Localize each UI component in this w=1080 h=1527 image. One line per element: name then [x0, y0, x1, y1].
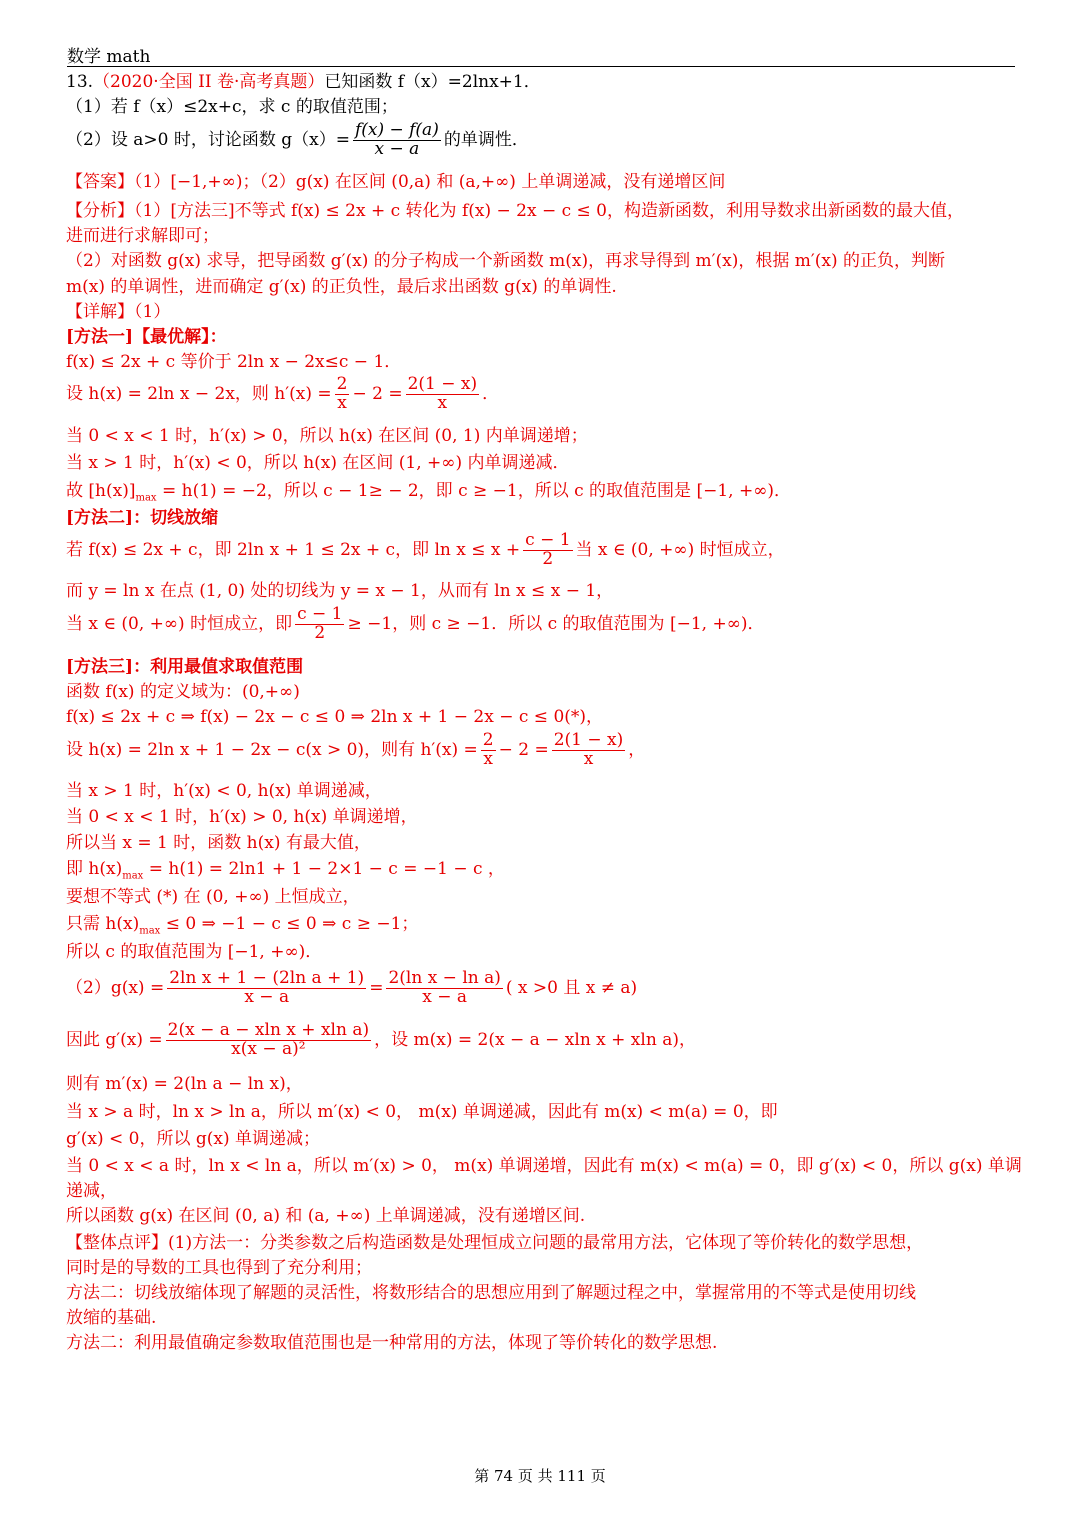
method-3-line-4: 当 x > 1 时，h′(x) < 0, h(x) 单调递减，	[66, 781, 382, 801]
method-3-line-7: 即 $h(x)_{max} = h(1) = 2\ln 1 + 1 - 2\times 1 - c = -1 - c$ ，	[66, 859, 505, 882]
fraction: $\frac{\text{2ln x + 1 − (2ln a + 1)}}{x - a}$	[169, 968, 365, 1007]
method-3-line-5: 当 0 < x < 1 时，h′(x) > 0, h(x) 单调递增，	[66, 807, 418, 827]
method-3-title: [方法三]：利用最值求取值范围	[66, 657, 304, 677]
part-2-line-1: （2）g(x) = $\frac{\text{2ln x + 1 − (2ln a + 1)}}{x - a}$ = $\frac{\text{2(ln x − ln a)}}{x - a}$ ( x >0 且 x ≠ a)	[66, 968, 638, 1007]
review-line-5: 方法二：利用最值确定参数取值范围也是一种常用的方法，体现了等价转化的数学思想.	[66, 1333, 718, 1353]
review-tag: 【整体点评】	[66, 1233, 168, 1253]
analysis-tag: 【分析】	[66, 201, 134, 221]
method-1-line-4: 当 x > 1 时，h′(x) < 0，所以 h(x) 在区间 (1, +∞) 内单调递减．	[66, 453, 570, 473]
method-3-line-10: 所以 c 的取值范围为 [−1, +∞)．	[66, 942, 323, 962]
review-line-1: 【整体点评】(1)方法一：分类参数之后构造函数是处理恒成立问题的最常用方法，它体现了等价转化的数学思想，	[66, 1233, 924, 1253]
detail-tag: 【详解】（1）	[66, 302, 171, 322]
analysis-line-3: （2）对函数 g(x) 求导，把导函数 g′(x) 的分子构成一个新函数 m(x)，再求导得到 m′(x)，根据 m′(x) 的正负，判断	[66, 251, 946, 271]
part-2-line-3: 则有 m′(x) = 2(ln a − ln x)，	[66, 1074, 303, 1094]
method-3-line-8: 要想不等式 (*) 在 (0, +∞) 上恒成立，	[66, 887, 360, 907]
method-3-line-9: 只需 $h(x)_{max} \le 0$ ⇒ −1 − c ≤ 0 ⇒ c ≥ −1；	[66, 914, 419, 937]
method-1-line-1: f(x) ≤ 2x + c 等价于 2ln x − 2x≤c − 1．	[66, 352, 402, 372]
fraction: $\frac{c - 1}{2}$	[525, 530, 571, 569]
method-3-line-3: 设 h(x) = 2ln x + 1 − 2x − c(x > 0)，则有 h′(x) = $\frac{2}{x}$ − 2 = $\frac{2(1 - x)}{x}$ ，	[66, 730, 646, 769]
part-2-line-2: 因此 g′(x) = $\frac{\text{2(x − a − xln x + xln a)}}{\text{x(x − a)²}}$ ，设 m(x) = 2(x − a − xln x + xln a)，	[66, 1020, 696, 1059]
method-2-line-2: 而 y = ln x 在点 (1, 0) 处的切线为 y = x − 1，从而有 ln x ≤ x − 1，	[66, 581, 614, 601]
question-1: （1）若 f（x）≤2x+c，求 c 的取值范围；	[66, 97, 398, 117]
part-2-line-8: 所以函数 g(x) 在区间 (0, a) 和 (a, +∞) 上单调递减，没有递增区间.	[66, 1206, 586, 1226]
review-line-2: 同时是的导数的工具也得到了充分利用；	[66, 1258, 372, 1278]
fraction: $\frac{2(1 - x)}{x}$	[553, 730, 624, 769]
method-3-line-2: f(x) ≤ 2x + c ⇒ f(x) − 2x − c ≤ 0 ⇒ 2ln x + 1 − 2x − c ≤ 0(*)，	[66, 707, 604, 727]
question-2-fraction: $\frac{f(x) - f(a)}{x - a}$	[354, 120, 439, 159]
method-2-title: [方法二]：切线放缩	[66, 508, 219, 528]
method-2-line-1: 若 f(x) ≤ 2x + c，即 2ln x + 1 ≤ 2x + c，即 ln x ≤ x + $\frac{c - 1}{2}$ 当 x ∈ (0, +∞) 时恒成立，	[66, 530, 785, 569]
fraction: $\frac{2}{x}$	[336, 374, 348, 413]
problem-text: 已知函数 f（x）=2lnx+1．	[324, 72, 541, 92]
method-3-line-1: 函数 f(x) 的定义域为：(0,+∞)	[66, 682, 300, 702]
method-2-line-3: 当 x ∈ (0, +∞) 时恒成立，即 $\frac{c - 1}{2}$ ≥ −1，则 c ≥ −1．所以 c 的取值范围为 [−1, +∞)．	[66, 604, 765, 643]
question-2: （2）设 a>0 时，讨论函数 g（x）= $\frac{f(x) - f(a)}{x - a}$ 的单调性．	[66, 120, 529, 159]
answer-text: （1）[−1,+∞)；（2）g(x) 在区间 (0,a) 和 (a,+∞) 上单调递减，没有递增区间	[134, 172, 726, 192]
page-footer: 第 74 页 共 111 页	[474, 1467, 606, 1485]
review-line-3: 方法二：切线放缩体现了解题的灵活性，将数形结合的思想应用到了解题过程之中，掌握常用的不等式是使用切线	[66, 1283, 916, 1303]
method-3-line-6: 所以当 x = 1 时，函数 h(x) 有最大值，	[66, 833, 371, 853]
part-2-line-6: 当 0 < x < a 时，ln x < ln a，所以 m′(x) > 0， m(x) 单调递增，因此有 m(x) < m(a) = 0，即 g′(x) < 0，所以 g(x) 单调	[66, 1156, 1022, 1176]
part-2-line-4: 当 x > a 时，ln x > ln a，所以 m′(x) < 0， m(x) 单调递减，因此有 m(x) < m(a) = 0，即	[66, 1102, 778, 1122]
answer-tag: 【答案】	[66, 172, 134, 192]
problem-source: （2020·全国 II 卷·高考真题）	[93, 72, 325, 92]
fraction: $\frac{2(1 - x)}{x}$	[407, 374, 478, 413]
method-1-title: [方法一]【最优解】：	[66, 327, 227, 347]
review-line-4: 放缩的基础.	[66, 1308, 157, 1328]
problem-number: 13.	[66, 72, 94, 92]
method-1-line-5: 故 $[h(x)]_{max} = h(1) = -2$，所以 c − 1≥ − 2，即 c ≥ −1，所以 c 的取值范围是 [−1, +∞)．	[66, 481, 791, 504]
fraction: $\frac{\text{2(x − a − xln x + xln a)}}{\text{x(x − a)²}}$	[167, 1020, 370, 1059]
part-2-line-7: 递减，	[66, 1181, 117, 1201]
part-2-line-5: g′(x) < 0，所以 g(x) 单调递减；	[66, 1129, 321, 1149]
analysis-line-2: 进而进行求解即可；	[66, 226, 219, 246]
method-1-line-3: 当 0 < x < 1 时，h′(x) > 0，所以 h(x) 在区间 (0, 1) 内单调递增；	[66, 426, 588, 446]
analysis-line-1: 【分析】（1）[方法三]不等式 f(x) ≤ 2x + c 转化为 f(x) − 2x − c ≤ 0，构造新函数，利用导数求出新函数的最大值，	[66, 201, 965, 221]
fraction: $\frac{c - 1}{2}$	[297, 604, 343, 643]
analysis-line-4: m(x) 的单调性，进而确定 g′(x) 的正负性，最后求出函数 g(x) 的单调性.	[66, 277, 617, 297]
problem-stem	[66, 71, 1016, 94]
answer-line	[66, 171, 1016, 194]
method-1-line-2: 设 h(x) = 2ln x − 2x，则 h′(x) = $\frac{2}{x}$ − 2 = $\frac{2(1 - x)}{x}$ ．	[66, 374, 500, 413]
page-header: 数学 math	[67, 47, 151, 67]
header-divider	[67, 66, 1015, 67]
fraction: $\frac{\text{2(ln x − ln a)}}{x - a}$	[388, 968, 501, 1007]
fraction: $\frac{2}{x}$	[482, 730, 494, 769]
